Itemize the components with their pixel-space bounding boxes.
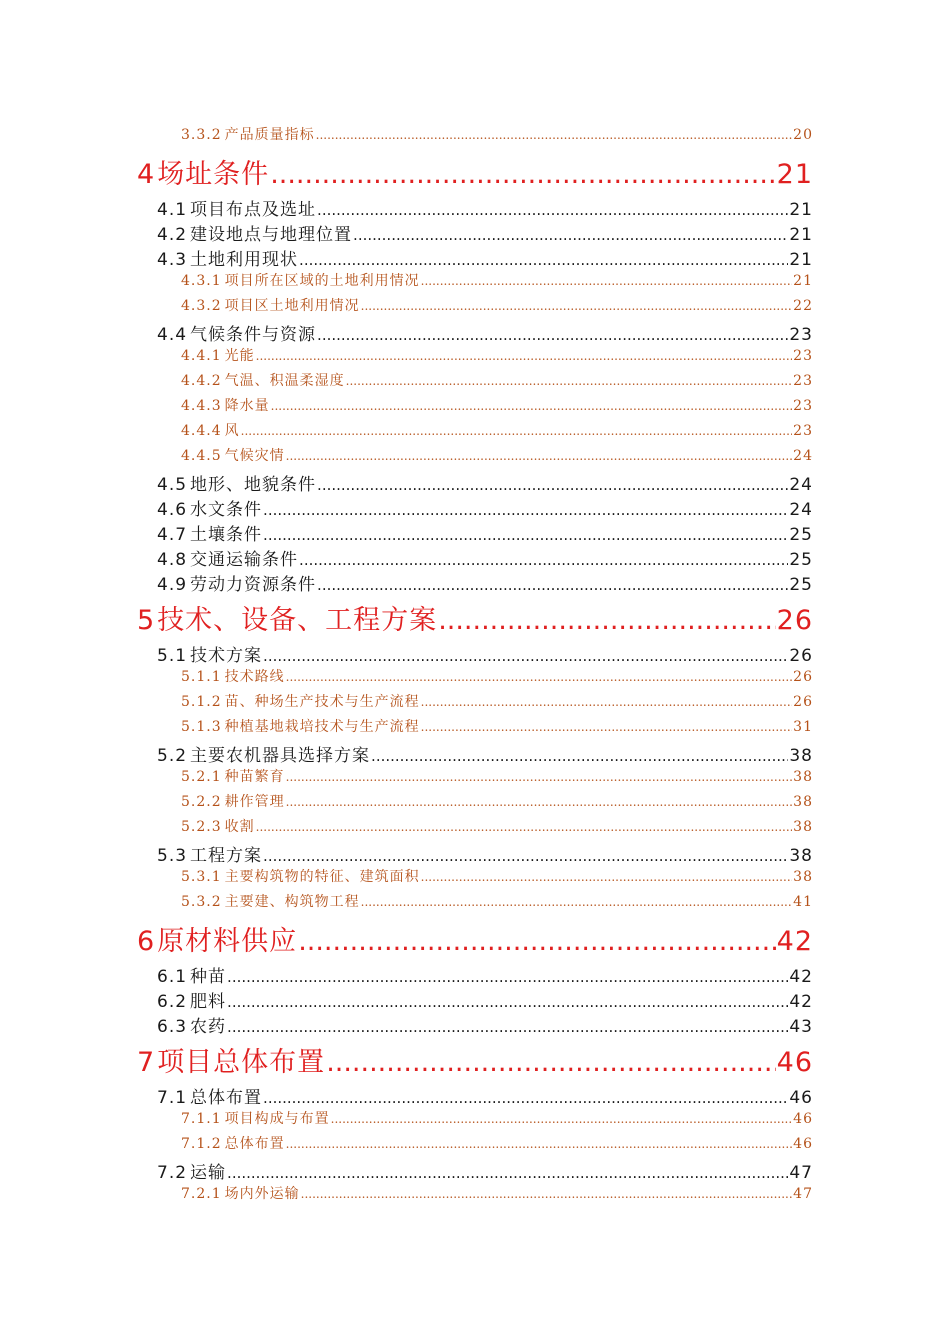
dot-leader: [286, 670, 793, 684]
toc-page-number: 24: [789, 500, 813, 520]
toc-entry-number: 7.2: [157, 1163, 188, 1183]
toc-entry-title: [181, 295, 360, 315]
toc-entry-level3[interactable]: [181, 1108, 813, 1128]
toc-page-number: 38: [789, 746, 813, 766]
dot-leader: [263, 847, 788, 865]
toc-entry-label: 农药: [190, 1017, 227, 1037]
toc-entry-level3[interactable]: [181, 716, 813, 736]
toc-entry-label: 主要建、构筑物工程: [224, 894, 360, 910]
dot-leader: [326, 1047, 775, 1078]
toc-entry-number: 4.2: [157, 225, 188, 245]
toc-entry-title: [181, 270, 420, 290]
toc-entry-title: [157, 962, 226, 987]
dot-leader: [438, 605, 775, 636]
toc-entry-title: [157, 641, 262, 666]
toc-entry-label: 气候灾情: [224, 448, 285, 464]
toc-page-number: 21: [776, 159, 813, 190]
toc-entry-level3[interactable]: [181, 345, 813, 365]
toc-entry-level3[interactable]: [181, 270, 813, 290]
toc-entry-title: [157, 570, 316, 595]
toc-entry-label: 项目布点及选址: [190, 200, 317, 220]
toc-page-number: 22: [793, 298, 813, 314]
toc-entry-label: 场内外运输: [224, 1186, 300, 1202]
toc-entry-number: 6.1: [157, 967, 188, 987]
dot-leader: [421, 274, 793, 288]
dot-leader: [270, 159, 775, 190]
toc-entry-number: 4.5: [157, 475, 188, 495]
toc-page-number: 42: [776, 926, 813, 957]
dot-leader: [421, 720, 793, 734]
toc-entry-title: [157, 220, 352, 245]
toc-entry-title: [181, 766, 285, 786]
toc-entry-number: 7.1.2: [181, 1136, 222, 1152]
toc-entry-number: 5.3: [157, 846, 188, 866]
toc-page-number: 42: [789, 967, 813, 987]
toc-entry-level3[interactable]: [181, 766, 813, 786]
toc-entry-title: [157, 320, 316, 345]
toc-page-number: 21: [789, 200, 813, 220]
toc-entry-number: 4.4.1: [181, 348, 222, 364]
toc-entry-title: [157, 1012, 226, 1037]
toc-entry-label: 土壤条件: [190, 525, 263, 545]
toc-entry-number: 5.1.3: [181, 719, 222, 735]
toc-entry-number: 4.4.5: [181, 448, 222, 464]
toc-entry-level1[interactable]: [137, 598, 813, 636]
toc-entry-level2[interactable]: [157, 195, 813, 220]
toc-entry-title: [157, 1083, 262, 1108]
toc-entry-number: 5.2.3: [181, 819, 222, 835]
toc-page-number: 38: [793, 869, 813, 885]
toc-page-number: 25: [789, 550, 813, 570]
toc-entry-level2[interactable]: [157, 570, 813, 595]
toc-entry-title: [137, 152, 269, 191]
toc-entry-level3[interactable]: [181, 791, 813, 811]
toc-page-number: 23: [793, 423, 813, 439]
toc-entry-number: 5.2.1: [181, 769, 222, 785]
toc-entry-title: [181, 816, 255, 836]
toc-entry-label: 场址条件: [157, 159, 270, 190]
toc-entry-title: [157, 841, 262, 866]
toc-entry-label: 种苗繁育: [224, 769, 285, 785]
dot-leader: [317, 476, 788, 494]
toc-entry-label: 项目区土地利用情况: [224, 298, 360, 314]
toc-page-number: 26: [793, 669, 813, 685]
dot-leader: [227, 993, 788, 1011]
toc-entry-level2[interactable]: [157, 320, 813, 345]
toc-page-number: 42: [789, 992, 813, 1012]
toc-entry-level3[interactable]: [181, 1183, 813, 1203]
toc-page-number: 41: [793, 894, 813, 910]
toc-entry-label: 工程方案: [190, 846, 263, 866]
toc-entry-label: 技术路线: [224, 669, 285, 685]
toc-page-number: 46: [793, 1111, 813, 1127]
toc-entry-number: 5.2.2: [181, 794, 222, 810]
toc-entry-title: [181, 395, 270, 415]
toc-entry-title: [137, 598, 437, 637]
toc-page-number: 25: [789, 525, 813, 545]
toc-entry-label: 技术、设备、工程方案: [157, 605, 438, 636]
toc-entry-label: 项目所在区域的土地利用情况: [224, 273, 420, 289]
toc-entry-level3[interactable]: [181, 891, 813, 911]
dot-leader: [263, 1089, 788, 1107]
dot-leader: [263, 501, 788, 519]
toc-entry-level2[interactable]: [157, 520, 813, 545]
dot-leader: [331, 1112, 793, 1126]
toc-entry-number: 5.3.1: [181, 869, 222, 885]
toc-entry-label: 产品质量指标: [224, 127, 315, 143]
toc-page-number: 24: [789, 475, 813, 495]
toc-entry-number: 7.1.1: [181, 1111, 222, 1127]
toc-entry-title: [157, 741, 370, 766]
toc-entry-label: 耕作管理: [224, 794, 285, 810]
toc-entry-level3[interactable]: [181, 691, 813, 711]
toc-entry-number: 4.4.3: [181, 398, 222, 414]
toc-entry-level2[interactable]: [157, 641, 813, 666]
toc-page-number: 47: [789, 1163, 813, 1183]
toc-entry-label: 收割: [224, 819, 255, 835]
dot-leader: [227, 1164, 788, 1182]
toc-entry-label: 光能: [224, 348, 255, 364]
dot-leader: [353, 226, 788, 244]
toc-entry-level3[interactable]: [181, 1133, 813, 1153]
toc-page-number: 23: [793, 348, 813, 364]
toc-entry-number: 4.3.1: [181, 273, 222, 289]
toc-entry-level2[interactable]: [157, 470, 813, 495]
toc-page-number: 38: [793, 819, 813, 835]
dot-leader: [263, 526, 788, 544]
toc-entry-level2[interactable]: [157, 245, 813, 270]
dot-leader: [256, 820, 793, 834]
toc-entry-label: 主要农机器具选择方案: [190, 746, 371, 766]
toc-entry-number: 4.9: [157, 575, 188, 595]
toc-entry-title: [181, 420, 240, 440]
toc-page-number: 26: [776, 605, 813, 636]
toc-entry-number: 4.8: [157, 550, 188, 570]
dot-leader: [299, 551, 788, 569]
toc-entry-title: [157, 245, 298, 270]
toc-entry-level3[interactable]: [181, 370, 813, 390]
toc-entry-number: 5.3.2: [181, 894, 222, 910]
toc-page-number: 23: [793, 398, 813, 414]
toc-entry-title: [181, 666, 285, 686]
toc-page-number: 21: [793, 273, 813, 289]
toc-entry-title: [157, 1158, 226, 1183]
toc-entry-title: [181, 891, 360, 911]
toc-entry-number: 5.2: [157, 746, 188, 766]
toc-entry-label: 地形、地貌条件: [190, 475, 317, 495]
toc-entry-title: [181, 1108, 330, 1128]
toc-entry-number: 4.3: [157, 250, 188, 270]
toc-page-number: 23: [789, 325, 813, 345]
toc-entry-title: [181, 691, 420, 711]
toc-entry-level2[interactable]: [157, 841, 813, 866]
toc-entry-level2[interactable]: [157, 1158, 813, 1183]
toc-entry-number: 7.2.1: [181, 1186, 222, 1202]
toc-page-number: 21: [789, 250, 813, 270]
toc-entry-number: 4: [137, 159, 156, 190]
toc-entry-level3[interactable]: [181, 395, 813, 415]
toc-entry-label: 劳动力资源条件: [190, 575, 317, 595]
toc-entry-label: 风: [224, 423, 240, 439]
toc-page-number: 46: [793, 1136, 813, 1152]
dot-leader: [317, 326, 788, 344]
toc-entry-title: [157, 470, 316, 495]
toc-entry-number: 4.3.2: [181, 298, 222, 314]
toc-page-number: 31: [793, 719, 813, 735]
dot-leader: [286, 770, 793, 784]
toc-entry-label: 建设地点与地理位置: [190, 225, 353, 245]
toc-entry-title: [181, 866, 420, 886]
toc-entry-number: 4.7: [157, 525, 188, 545]
dot-leader: [256, 349, 793, 363]
toc-entry-title: [181, 445, 285, 465]
toc-entry-level3[interactable]: [181, 866, 813, 886]
toc-entry-title: [157, 495, 262, 520]
toc-page-number: 20: [793, 127, 813, 143]
toc-page-number: 23: [793, 373, 813, 389]
toc-entry-label: 技术方案: [190, 646, 263, 666]
dot-leader: [371, 747, 788, 765]
toc-entry-label: 项目构成与布置: [224, 1111, 330, 1127]
toc-entry-label: 总体布置: [224, 1136, 285, 1152]
dot-leader: [361, 299, 793, 313]
toc-page-number: 46: [776, 1047, 813, 1078]
toc-page-number: 26: [793, 694, 813, 710]
dot-leader: [298, 926, 775, 957]
dot-leader: [271, 399, 793, 413]
toc-entry-label: 原材料供应: [157, 926, 298, 957]
dot-leader: [227, 968, 788, 986]
toc-page-number: 46: [789, 1088, 813, 1108]
toc-entry-label: 降水量: [224, 398, 270, 414]
toc-entry-level1[interactable]: [137, 919, 813, 957]
dot-leader: [316, 128, 793, 142]
toc-entry-number: 5: [137, 605, 156, 636]
toc-entry-level1[interactable]: [137, 152, 813, 190]
dot-leader: [361, 895, 793, 909]
toc-entry-level2[interactable]: [157, 220, 813, 245]
toc-entry-label: 种植基地栽培技术与生产流程: [224, 719, 420, 735]
toc-page-number: 38: [789, 846, 813, 866]
toc-page-number: 38: [793, 769, 813, 785]
toc-entry-level2[interactable]: [157, 545, 813, 570]
toc-entry-title: [137, 919, 297, 958]
toc-entry-title: [181, 1133, 285, 1153]
toc-entry-title: [137, 1040, 325, 1079]
toc-entry-number: 7.1: [157, 1088, 188, 1108]
toc-entry-label: 项目总体布置: [157, 1047, 326, 1078]
dot-leader: [317, 201, 788, 219]
toc-entry-title: [157, 520, 262, 545]
toc-entry-title: [181, 791, 285, 811]
toc-entry-level3[interactable]: [181, 666, 813, 686]
toc-page-number: 47: [793, 1186, 813, 1202]
toc-entry-title: [181, 1183, 300, 1203]
toc-entry-number: 4.4.2: [181, 373, 222, 389]
toc-entry-label: 运输: [190, 1163, 227, 1183]
toc-entry-label: 主要构筑物的特征、建筑面积: [224, 869, 420, 885]
toc-entry-level3[interactable]: [181, 816, 813, 836]
dot-leader: [301, 1187, 793, 1201]
toc-page-number: 24: [793, 448, 813, 464]
toc-entry-label: 水文条件: [190, 500, 263, 520]
dot-leader: [346, 374, 793, 388]
dot-leader: [241, 424, 793, 438]
toc-entry-title: [181, 124, 315, 144]
toc-entry-label: 种苗: [190, 967, 227, 987]
toc-entry-number: 4.4: [157, 325, 188, 345]
toc-entry-number: 4.4.4: [181, 423, 222, 439]
dot-leader: [286, 795, 793, 809]
dot-leader: [286, 1137, 793, 1151]
toc-entry-title: [181, 370, 345, 390]
dot-leader: [421, 695, 793, 709]
toc-entry-title: [157, 195, 316, 220]
toc-entry-label: 气温、积温柔湿度: [224, 373, 345, 389]
toc-page-number: 26: [789, 646, 813, 666]
toc-entry-level3[interactable]: [181, 124, 813, 144]
toc-entry-label: 气候条件与资源: [190, 325, 317, 345]
toc-entry-level3[interactable]: [181, 420, 813, 440]
toc-entry-label: 总体布置: [190, 1088, 263, 1108]
toc-entry-number: 4.6: [157, 500, 188, 520]
toc-entry-number: 4.1: [157, 200, 188, 220]
toc-entry-number: 5.1.1: [181, 669, 222, 685]
toc-entry-number: 3.3.2: [181, 127, 222, 143]
toc-page-number: 25: [789, 575, 813, 595]
toc-entry-level2[interactable]: [157, 741, 813, 766]
dot-leader: [286, 449, 793, 463]
toc-entry-number: 6: [137, 926, 156, 957]
toc-entry-title: [181, 716, 420, 736]
toc-entry-number: 5.1.2: [181, 694, 222, 710]
toc-entry-level2[interactable]: [157, 962, 813, 987]
dot-leader: [263, 647, 788, 665]
toc-page-number: 38: [793, 794, 813, 810]
toc-entry-number: 5.1: [157, 646, 188, 666]
toc-entry-label: 苗、种场生产技术与生产流程: [224, 694, 420, 710]
dot-leader: [227, 1018, 788, 1036]
toc-entry-title: [181, 345, 255, 365]
toc-entry-level1[interactable]: [137, 1040, 813, 1078]
toc-entry-number: 6.2: [157, 992, 188, 1012]
toc-entry-title: [157, 987, 226, 1012]
toc-entry-level2[interactable]: [157, 1083, 813, 1108]
toc-entry-label: 土地利用现状: [190, 250, 299, 270]
toc-entry-label: 交通运输条件: [190, 550, 299, 570]
dot-leader: [299, 251, 788, 269]
toc-page-number: 43: [789, 1017, 813, 1037]
toc-entry-level2[interactable]: [157, 987, 813, 1012]
toc-entry-title: [157, 545, 298, 570]
dot-leader: [421, 870, 793, 884]
toc-entry-level2[interactable]: [157, 495, 813, 520]
toc-entry-label: 肥料: [190, 992, 227, 1012]
toc-entry-level2[interactable]: [157, 1012, 813, 1037]
toc-entry-number: 7: [137, 1047, 156, 1078]
toc-entry-level3[interactable]: [181, 445, 813, 465]
toc-entry-level3[interactable]: [181, 295, 813, 315]
dot-leader: [317, 576, 788, 594]
toc-page-number: 21: [789, 225, 813, 245]
toc-entry-number: 6.3: [157, 1017, 188, 1037]
